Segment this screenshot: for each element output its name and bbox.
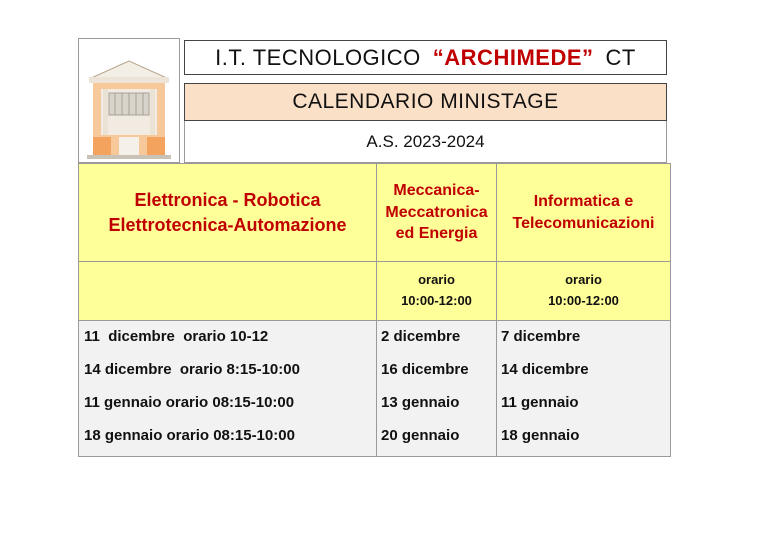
course-title-line: Elettronica - Robotica bbox=[134, 190, 321, 211]
course-header-electronics bbox=[79, 164, 377, 262]
schedule-time: 10:00-12:00 bbox=[401, 293, 472, 308]
school-suffix: CT bbox=[605, 44, 636, 70]
date-entry: 2 dicembre bbox=[381, 328, 461, 345]
dates-cell-mechanics bbox=[377, 321, 497, 457]
school-name: “ARCHIMEDE” bbox=[432, 44, 594, 70]
course-title-line: Meccanica- bbox=[393, 182, 480, 200]
schedule-cell-electronics bbox=[79, 262, 377, 321]
schedule-label: orario bbox=[418, 272, 455, 288]
date-entry: 11 dicembre orario 10-12 bbox=[84, 328, 269, 345]
school-prefix: I.T. TECNOLOGICO bbox=[215, 44, 421, 70]
schedule-time: 10:00-12:00 bbox=[548, 293, 619, 308]
school-title bbox=[184, 40, 667, 75]
date-entry: 16 dicembre bbox=[381, 361, 469, 378]
schedule-label: orario bbox=[565, 272, 602, 288]
dates-row bbox=[79, 321, 671, 457]
school-logo bbox=[78, 38, 180, 163]
date-entry: 11 gennaio bbox=[501, 394, 579, 411]
schedule-row bbox=[79, 262, 671, 321]
schedule-cell-mechanics bbox=[377, 262, 497, 321]
calendar-title: CALENDARIO MINISTAGE bbox=[184, 83, 667, 121]
date-entry: 13 gennaio bbox=[381, 394, 460, 411]
course-header-mechanics bbox=[377, 164, 497, 262]
school-year: A.S. 2023-2024 bbox=[184, 121, 667, 163]
date-entry: 18 gennaio bbox=[501, 427, 580, 444]
course-title-line: Informatica e bbox=[533, 192, 634, 210]
date-entry: 7 dicembre bbox=[501, 328, 581, 345]
date-entry: 14 dicembre orario 8:15-10:00 bbox=[84, 361, 300, 378]
course-title-line: Meccatronica bbox=[385, 203, 488, 221]
dates-cell-electronics bbox=[79, 321, 377, 457]
schedule-cell-informatics bbox=[497, 262, 671, 321]
school-building-icon bbox=[79, 39, 179, 162]
dates-cell-informatics bbox=[497, 321, 671, 457]
date-entry: 11 gennaio orario 08:15-10:00 bbox=[84, 394, 295, 411]
date-entry: 20 gennaio bbox=[381, 427, 460, 444]
date-entry: 18 gennaio orario 08:15-10:00 bbox=[84, 427, 295, 444]
course-header-row bbox=[79, 164, 671, 262]
ministage-calendar-table bbox=[78, 163, 671, 457]
course-title-line: ed Energia bbox=[395, 225, 478, 243]
course-title-line: Telecomunicazioni bbox=[512, 214, 655, 232]
date-entry: 14 dicembre bbox=[501, 361, 589, 378]
course-title-line: Elettrotecnica-Automazione bbox=[108, 214, 347, 235]
course-header-informatics bbox=[497, 164, 671, 262]
